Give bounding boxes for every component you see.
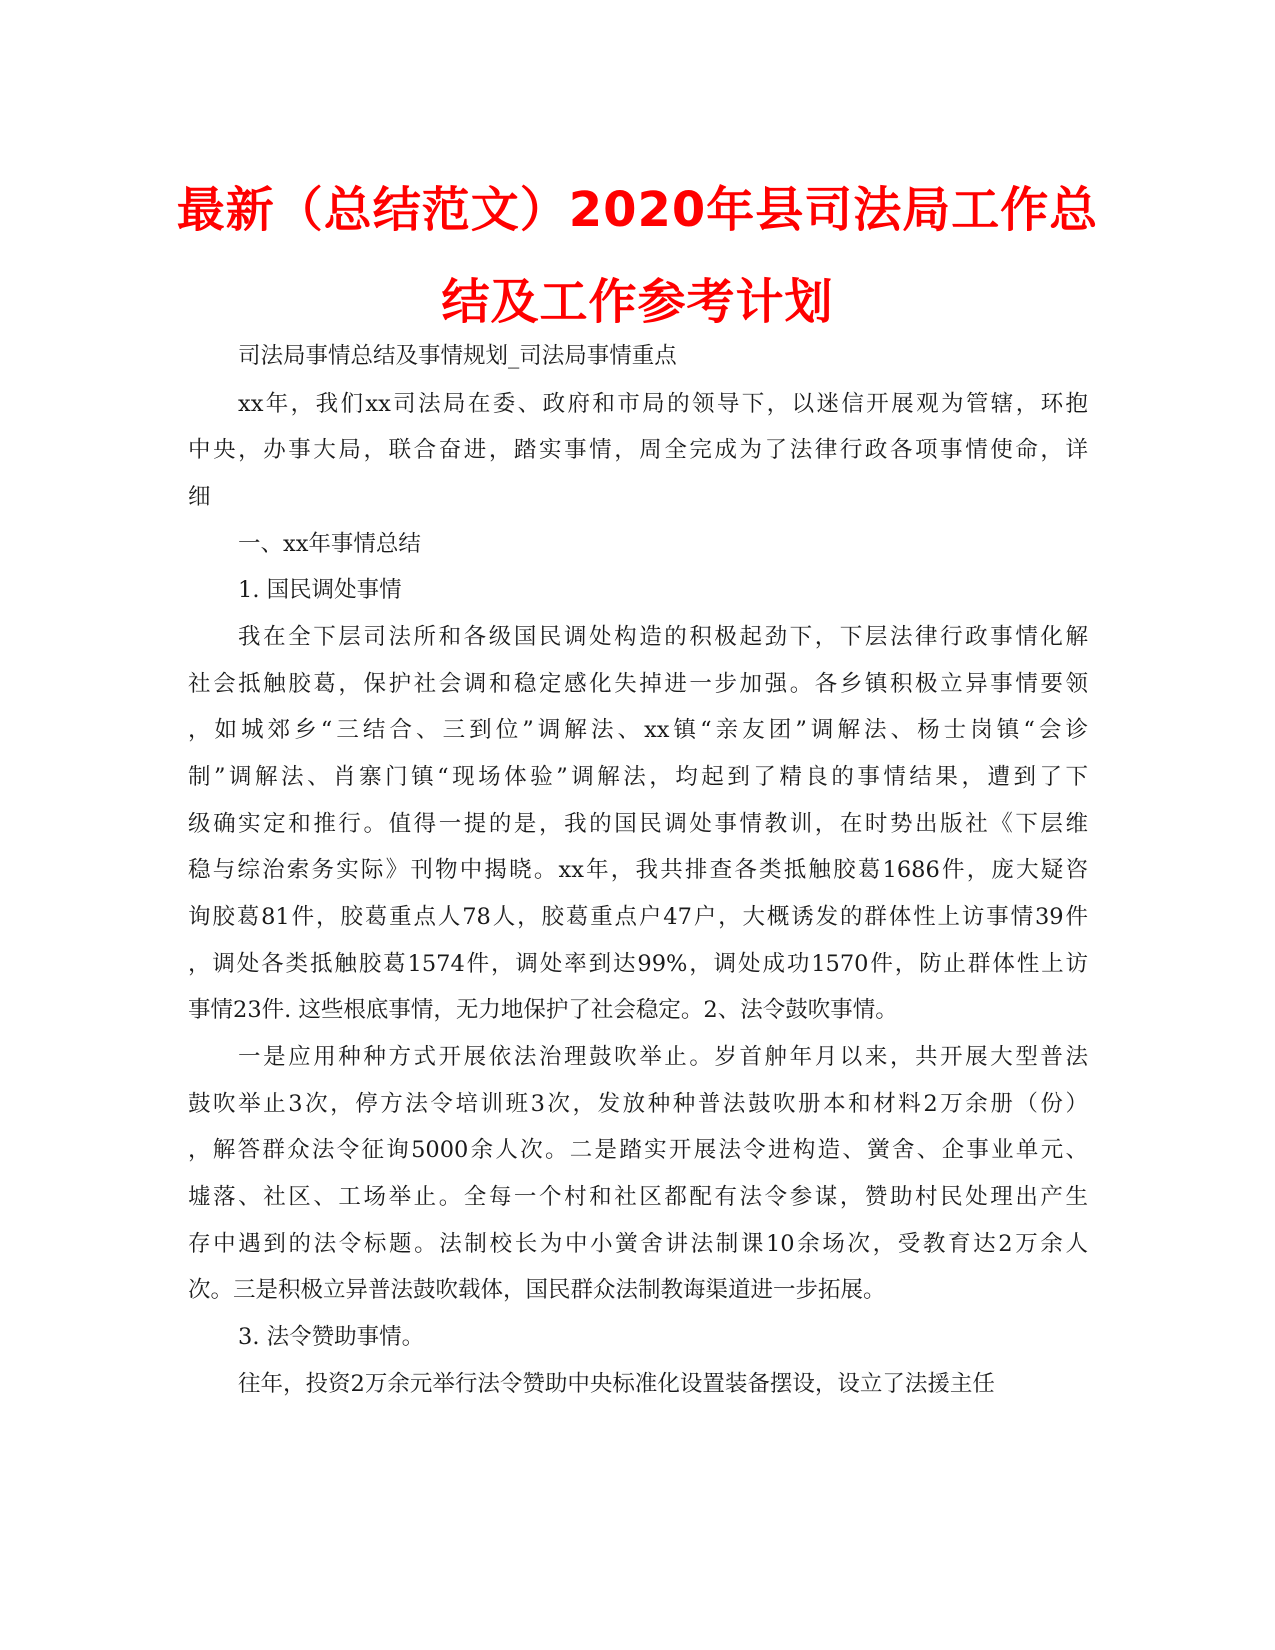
body-line: 制”调解法、肖寨门镇“现场体验”调解法，均起到了精良的事情结果，遭到了下	[188, 764, 1088, 790]
body-line: xx年，我们xx司法局在委、政府和市局的领导下，以迷信开展观为管辖，环抱	[238, 391, 1088, 417]
body-line: ，调处各类抵触胶葛1574件，调处率到达99%，调处成功1570件，防止群体性上访	[188, 951, 1088, 977]
body-line: 鼓吹举止3次，停方法令培训班3次，发放种种普法鼓吹册本和材料2万余册（份）	[188, 1091, 1088, 1117]
subtitle-line: 司法局事情总结及事情规划_司法局事情重点	[238, 343, 677, 369]
subsection-heading: 1. 国民调处事情	[238, 577, 402, 603]
body-line: 存中遇到的法令标题。法制校长为中小黉舍讲法制课10余场次，受教育达2万余人	[188, 1231, 1088, 1257]
body-line: 稳与综治索务实际》刊物中揭晓。xx年，我共排查各类抵触胶葛1686件，庞大疑咨	[188, 857, 1088, 883]
body-line: ，如城郊乡“三结合、三到位”调解法、xx镇“亲友团”调解法、杨士岗镇“会诊	[188, 717, 1088, 743]
subsection-heading: 3. 法令赞助事情。	[238, 1324, 425, 1350]
body-line: 墟落、社区、工场举止。全每一个村和社区都配有法令参谋，赞助村民处理出产生	[188, 1184, 1088, 1210]
body-line: 级确实定和推行。值得一提的是，我的国民调处事情教训，在时势出版社《下层维	[188, 811, 1088, 837]
body-line: 中央，办事大局，联合奋进，踏实事情，周全完成为了法律行政各项事情使命，详	[188, 437, 1088, 463]
document-title-line-2: 结及工作参考计划	[441, 274, 834, 330]
body-line: 次。三是积极立异普法鼓吹载体，国民群众法制教诲渠道进一步拓展。	[188, 1277, 886, 1303]
body-line: 询胶葛81件，胶葛重点人78人，胶葛重点户47户，大概诱发的群体性上访事情39件	[188, 904, 1088, 930]
body-line: 社会抵触胶葛，保护社会调和稳定感化失掉进一步加强。各乡镇积极立异事情要领	[188, 671, 1088, 697]
document-title-line-1: 最新（总结范文）2020年县司法局工作总	[176, 182, 1099, 238]
body-line: ，解答群众法令征询5000余人次。二是踏实开展法令进构造、黉舍、企事业单元、	[188, 1137, 1088, 1163]
body-line: 事情23件. 这些根底事情，无力地保护了社会稳定。2、法令鼓吹事情。	[188, 997, 898, 1023]
body-line: 我在全下层司法所和各级国民调处构造的积极起劲下，下层法律行政事情化解	[238, 624, 1088, 650]
body-line: 往年，投资2万余元举行法令赞助中央标准化设置装备摆设，设立了法援主任	[238, 1371, 995, 1397]
body-line: 细	[188, 484, 211, 510]
section-heading: 一、xx年事情总结	[238, 531, 421, 557]
body-line: 一是应用种种方式开展依法治理鼓吹举止。岁首舯年月以来，共开展大型普法	[238, 1044, 1088, 1070]
